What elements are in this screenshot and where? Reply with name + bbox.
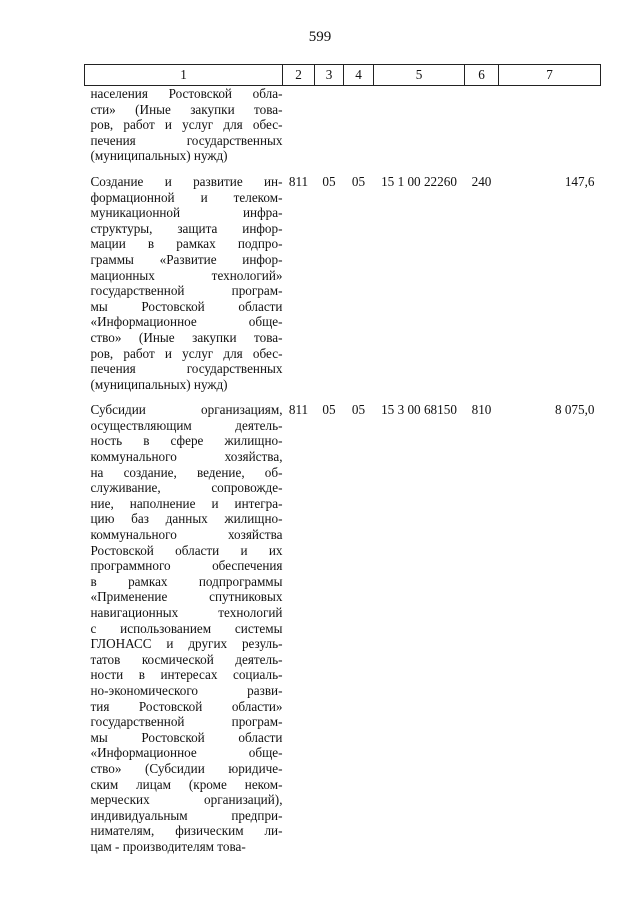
target-article-cell: 15 1 00 22260 xyxy=(381,173,457,189)
target-article-cell xyxy=(374,86,465,164)
description-line: мы Ростовской области xyxy=(90,298,283,314)
ministry-code-cell: 811 xyxy=(288,173,309,189)
section-code-cell: 05 xyxy=(322,402,336,418)
column-number-header: 2 xyxy=(283,65,315,86)
expense-type-cell xyxy=(465,86,499,164)
row-spacer-cell xyxy=(85,164,601,174)
description-line: населения Ростовской обла- xyxy=(90,86,283,101)
row-spacer xyxy=(85,392,601,402)
row-spacer xyxy=(85,164,601,174)
description-line: мы Ростовской области xyxy=(90,729,283,745)
table-row xyxy=(85,402,601,854)
column-number-header-row xyxy=(85,65,601,86)
column-number-header: 3 xyxy=(315,65,344,86)
description-line: с использованием системы xyxy=(90,620,283,636)
description-line: ние, наполнение и интегра- xyxy=(90,495,283,511)
table-row xyxy=(85,174,601,392)
budget-table xyxy=(84,64,601,855)
column-number-header: 4 xyxy=(344,65,374,86)
description-line: структуры, защита инфор- xyxy=(90,220,283,236)
description-line: служивание, сопровожде- xyxy=(90,480,283,496)
description-line: ров, работ и услуг для обес- xyxy=(90,345,283,361)
description-line: «Информационное обще- xyxy=(90,745,283,761)
row-spacer-cell xyxy=(85,392,601,402)
description-line: ность в сфере жилищно- xyxy=(90,433,283,449)
table-row xyxy=(85,86,601,164)
description-line: ским лицам (кроме неком- xyxy=(90,776,283,792)
description-line: муникационной инфра- xyxy=(90,205,283,221)
description-line: (муниципальных) нужд) xyxy=(90,148,228,164)
description-line: Ростовской области и их xyxy=(90,542,283,558)
description-line: навигационных технологий xyxy=(90,605,283,620)
section-code-cell: 05 xyxy=(322,173,336,189)
description-line: (муниципальных) нужд) xyxy=(90,376,228,392)
column-number-header: 1 xyxy=(85,65,283,86)
description-line: ГЛОНАСС и других резуль- xyxy=(90,636,283,652)
description-line: печения государственных xyxy=(90,132,283,148)
description-line: «Применение спутниковых xyxy=(90,589,283,605)
amount-cell: 147,6 xyxy=(564,173,595,189)
description-line: программного обеспечения xyxy=(90,558,283,574)
description-line: мерческих организаций), xyxy=(90,792,283,808)
description-line: государственной програм- xyxy=(90,714,283,730)
description-line: Субсидии организациям, xyxy=(90,402,283,418)
description-line: государственной програм- xyxy=(90,283,283,299)
amount-cell xyxy=(499,86,601,164)
description-line: граммы «Развитие инфор- xyxy=(90,251,283,267)
subsection-code-cell: 05 xyxy=(351,173,366,189)
description-line: ство» (Субсидии юридиче- xyxy=(90,760,283,776)
description-line: в рамках подпрограммы xyxy=(90,573,283,589)
column-number-header: 6 xyxy=(465,65,499,86)
description-line: на создание, ведение, об- xyxy=(90,464,283,480)
expense-type-cell: 810 xyxy=(471,402,492,418)
description-line: ров, работ и услуг для обес- xyxy=(90,117,283,133)
description-line: татов космической деятель- xyxy=(90,651,283,667)
description-line: Создание и развитие ин- xyxy=(90,173,283,189)
subsection-code-cell: 05 xyxy=(351,402,366,418)
target-article-cell: 15 3 00 68150 xyxy=(381,402,457,418)
description-line: осуществляющим деятель- xyxy=(90,417,283,433)
page-number: 599 xyxy=(308,29,332,45)
description-line: печения государственных xyxy=(90,361,283,377)
description-line: тия Ростовской области» xyxy=(90,698,283,714)
description-line: «Информационное обще- xyxy=(90,314,283,330)
description-line: индивидуальным предпри- xyxy=(90,807,283,823)
column-number-header: 7 xyxy=(499,65,601,86)
description-cell xyxy=(85,174,283,392)
amount-cell: 8 075,0 xyxy=(554,402,595,418)
expense-type-cell: 240 xyxy=(471,173,492,189)
description-cell xyxy=(85,86,283,164)
ministry-code-cell: 811 xyxy=(288,402,309,418)
description-line: коммунального хозяйства xyxy=(90,527,283,543)
description-line: нимателям, физическим ли- xyxy=(90,823,283,839)
description-line: ство» (Иные закупки това- xyxy=(90,329,283,345)
ministry-code-cell xyxy=(283,86,315,164)
subsection-code-cell xyxy=(344,86,374,164)
description-cell xyxy=(85,402,283,854)
description-line: ности в интересах социаль- xyxy=(90,667,283,683)
description-line: формационной и телеком- xyxy=(90,189,283,205)
description-line: цию баз данных жилищно- xyxy=(90,511,283,527)
description-line: мации в рамках подпро- xyxy=(90,236,283,252)
description-line: но-экономического разви- xyxy=(90,682,283,698)
description-line: цам - производителям това- xyxy=(90,838,246,854)
section-code-cell xyxy=(315,86,344,164)
column-number-header: 5 xyxy=(374,65,465,86)
description-line: сти» (Иные закупки това- xyxy=(90,101,283,117)
description-line: мационных технологий» xyxy=(90,267,283,283)
description-line: коммунального хозяйства, xyxy=(90,449,283,465)
